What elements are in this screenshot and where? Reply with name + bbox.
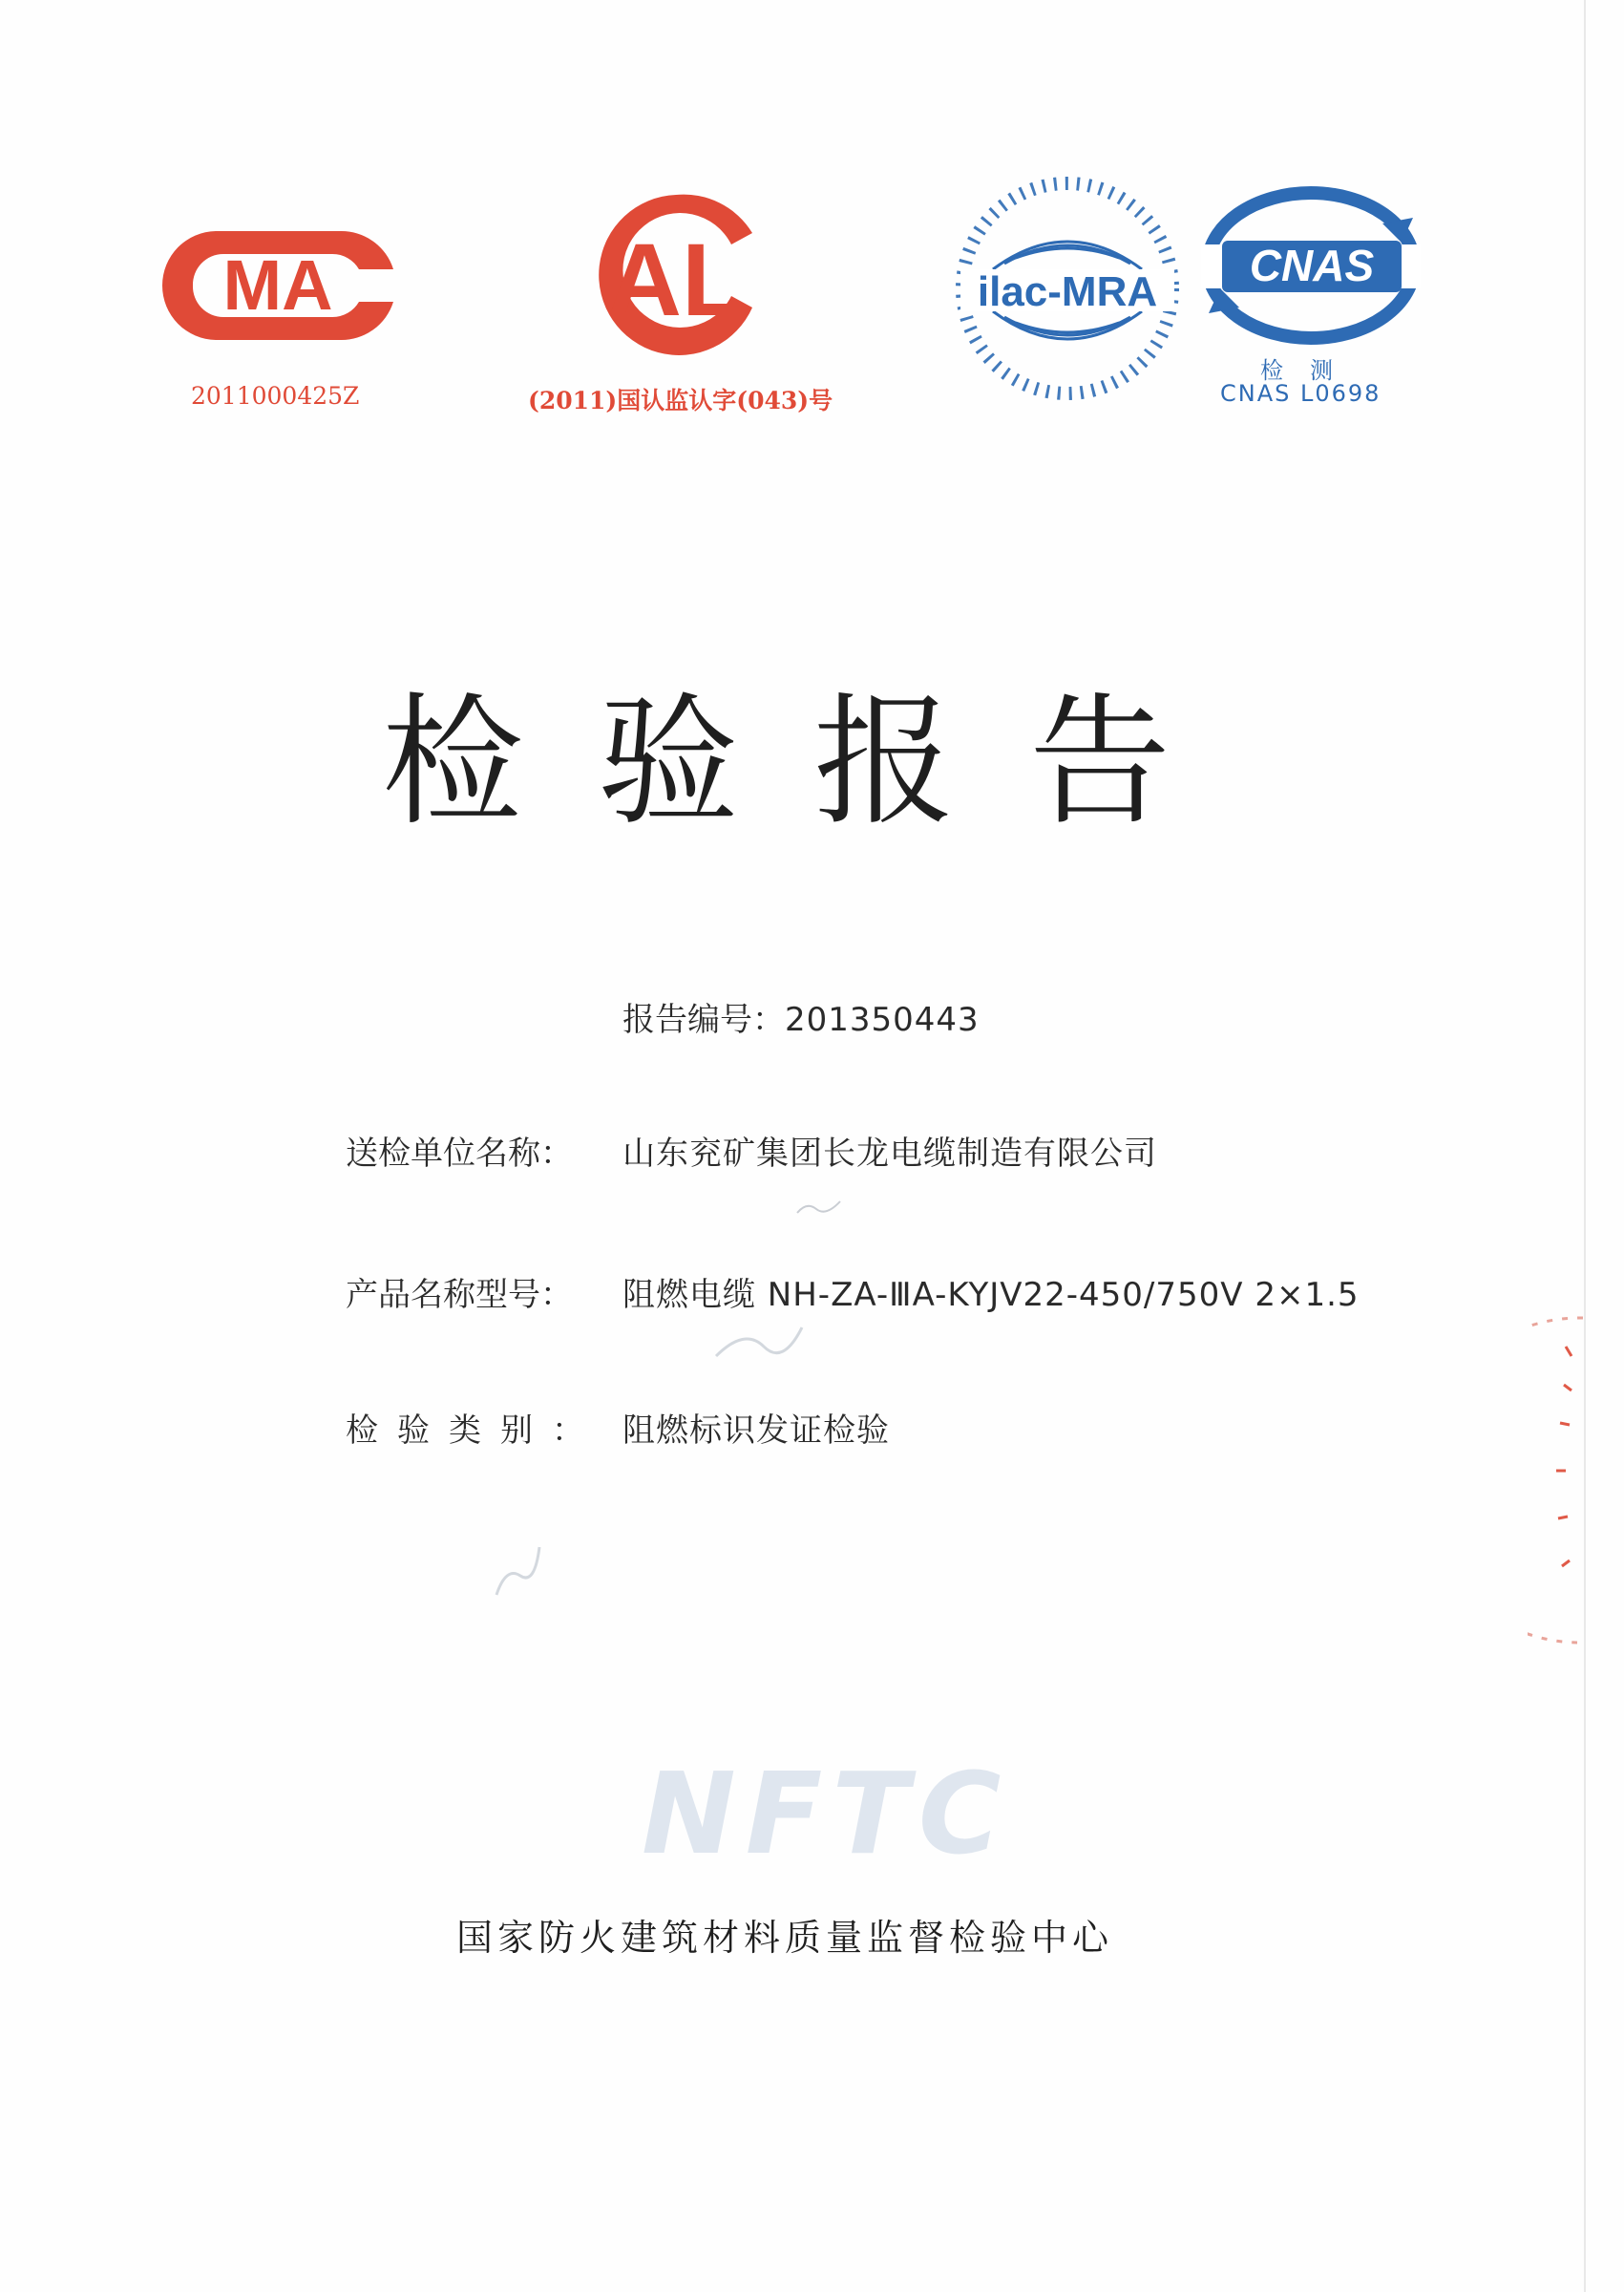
submitting-unit-label: 送检单位名称： bbox=[346, 1135, 573, 1173]
scan-smudge bbox=[487, 1538, 554, 1608]
nftc-watermark: NFTC bbox=[642, 1748, 1011, 1879]
partial-seal-mark bbox=[1528, 1308, 1585, 1656]
report-title: 检验报告 bbox=[382, 680, 1245, 844]
cal-logo bbox=[571, 189, 781, 361]
ilac-logo-text: ilac-MRA bbox=[977, 268, 1158, 315]
inspection-type-value: 阻燃标识发证检验 bbox=[622, 1411, 890, 1450]
report-number-value: 201350443 bbox=[785, 1001, 980, 1039]
report-number-label: 报告编号： bbox=[622, 1001, 785, 1039]
inspection-type-row bbox=[346, 1404, 890, 1451]
cma-logo bbox=[158, 223, 397, 348]
cma-registration-number: 2011000425Z bbox=[191, 382, 360, 410]
scan-smudge bbox=[792, 1194, 850, 1226]
scan-smudge bbox=[707, 1318, 812, 1379]
product-model-row bbox=[346, 1268, 1360, 1315]
inspection-type-label: 检验类别： bbox=[346, 1411, 603, 1450]
product-model-value: 阻燃电缆 NH-ZA-ⅢA-KYJV22-450/750V 2×1.5 bbox=[622, 1276, 1360, 1314]
submitting-unit-value: 山东兖矿集团长龙电缆制造有限公司 bbox=[622, 1135, 1157, 1173]
cnas-accreditation-number: CNAS L0698 bbox=[1220, 380, 1381, 407]
cnas-caption-testing: 检测 bbox=[1260, 357, 1360, 384]
cal-approval-number: (2011)国认监认字(043)号 bbox=[528, 387, 833, 414]
product-model-label: 产品名称型号： bbox=[346, 1276, 573, 1314]
cnas-logo bbox=[1201, 185, 1421, 348]
report-number-row bbox=[622, 993, 980, 1040]
submitting-unit-row bbox=[346, 1127, 1157, 1174]
scan-edge-line bbox=[1584, 0, 1586, 2292]
cma-logo-text: MA bbox=[222, 245, 333, 325]
issuing-organization: 国家防火建筑材料质量监督检验中心 bbox=[456, 1917, 1114, 1959]
cal-logo-text: AL bbox=[607, 222, 745, 337]
cnas-logo-text: CNAS bbox=[1249, 241, 1375, 290]
ilac-mra-logo bbox=[955, 176, 1180, 401]
